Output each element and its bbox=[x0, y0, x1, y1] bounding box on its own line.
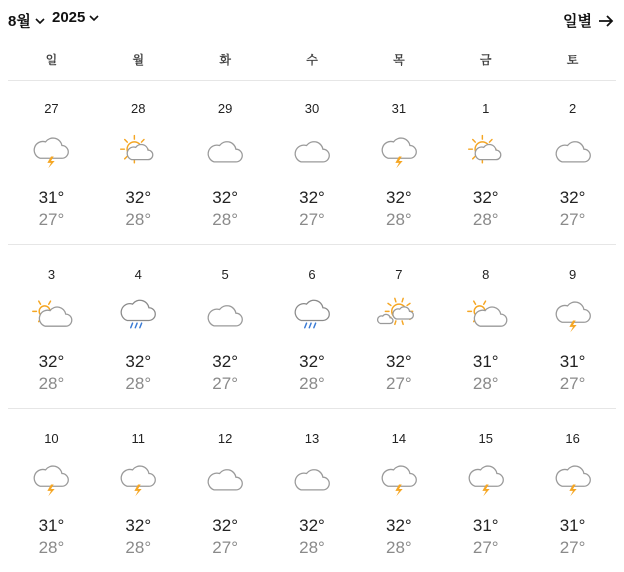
high-temp: 32° bbox=[125, 188, 152, 207]
low-temp: 27° bbox=[386, 374, 412, 393]
day-date: 5 bbox=[221, 267, 229, 282]
daily-view-label: 일별 bbox=[563, 13, 592, 30]
low-temp: 28° bbox=[125, 538, 152, 557]
high-temp: 32° bbox=[386, 188, 412, 207]
day-date: 15 bbox=[478, 431, 493, 446]
day-date: 10 bbox=[44, 431, 59, 446]
day-date: 7 bbox=[395, 267, 403, 282]
low-temp: 28° bbox=[125, 210, 152, 229]
high-temp: 32° bbox=[299, 352, 325, 371]
day-date: 1 bbox=[482, 101, 490, 116]
weekday-sun: 일 bbox=[45, 53, 58, 67]
cloud-icon bbox=[201, 131, 249, 171]
high-temp: 31° bbox=[38, 516, 65, 535]
thunderstorm-icon bbox=[375, 131, 423, 171]
low-temp: 27° bbox=[212, 374, 238, 393]
month-label: 8월 bbox=[8, 13, 31, 30]
day-cell[interactable] bbox=[269, 245, 356, 408]
partly-sunny-icon bbox=[462, 131, 510, 171]
low-temp: 27° bbox=[299, 210, 325, 229]
chevron-down-icon bbox=[88, 12, 100, 24]
day-date: 2 bbox=[568, 101, 577, 116]
year-selector[interactable] bbox=[52, 9, 100, 26]
weekday-sat: 토 bbox=[566, 53, 579, 67]
day-date: 4 bbox=[134, 267, 142, 282]
day-cell[interactable] bbox=[95, 245, 182, 408]
cloud-icon bbox=[201, 295, 249, 335]
high-temp: 32° bbox=[125, 516, 152, 535]
day-cell[interactable] bbox=[529, 409, 616, 572]
low-temp: 28° bbox=[212, 210, 238, 229]
day-cell[interactable] bbox=[355, 245, 442, 408]
low-temp: 28° bbox=[38, 538, 65, 557]
high-temp: 32° bbox=[559, 188, 586, 207]
day-cell[interactable] bbox=[355, 81, 442, 244]
high-temp: 31° bbox=[38, 188, 65, 207]
arrow-right-icon bbox=[598, 14, 614, 28]
thunderstorm-icon bbox=[462, 459, 510, 499]
day-cell[interactable] bbox=[8, 409, 95, 572]
day-cell[interactable] bbox=[95, 81, 182, 244]
high-temp: 31° bbox=[559, 516, 586, 535]
day-cell[interactable] bbox=[8, 245, 95, 408]
rain-icon bbox=[288, 295, 336, 335]
day-date: 29 bbox=[217, 101, 233, 116]
week-row bbox=[8, 245, 616, 409]
cloud-icon bbox=[288, 459, 336, 499]
day-date: 8 bbox=[482, 267, 490, 282]
day-cell[interactable] bbox=[529, 245, 616, 408]
partly-sunny-icon bbox=[114, 131, 162, 171]
day-date: 13 bbox=[304, 431, 320, 446]
weekday-fri: 금 bbox=[479, 53, 492, 67]
cloud-icon bbox=[288, 131, 336, 171]
day-date: 31 bbox=[391, 101, 407, 116]
day-cell[interactable] bbox=[95, 409, 182, 572]
high-temp: 32° bbox=[299, 188, 325, 207]
mostly-cloudy-icon bbox=[27, 295, 75, 335]
day-cell[interactable] bbox=[182, 245, 269, 408]
high-temp: 32° bbox=[472, 188, 499, 207]
day-date: 9 bbox=[568, 267, 577, 282]
rain-icon bbox=[114, 295, 162, 335]
cloud-icon bbox=[549, 131, 597, 171]
day-date: 14 bbox=[391, 431, 407, 446]
thunderstorm-icon bbox=[375, 459, 423, 499]
low-temp: 28° bbox=[472, 210, 499, 229]
low-temp: 27° bbox=[212, 538, 238, 557]
low-temp: 27° bbox=[559, 210, 586, 229]
day-cell[interactable] bbox=[269, 81, 356, 244]
low-temp: 28° bbox=[38, 374, 65, 393]
year-label: 2025 bbox=[52, 9, 86, 26]
low-temp: 28° bbox=[299, 538, 325, 557]
high-temp: 32° bbox=[299, 516, 325, 535]
day-date: 16 bbox=[565, 431, 580, 446]
day-date: 3 bbox=[47, 267, 56, 282]
day-cell[interactable] bbox=[269, 409, 356, 572]
day-cell[interactable] bbox=[182, 81, 269, 244]
chevron-down-icon bbox=[34, 15, 46, 27]
high-temp: 32° bbox=[386, 352, 412, 371]
daily-view-link[interactable] bbox=[563, 10, 614, 31]
low-temp: 27° bbox=[472, 538, 499, 557]
high-temp: 31° bbox=[559, 352, 586, 371]
day-cell[interactable] bbox=[442, 409, 529, 572]
day-date: 28 bbox=[131, 101, 146, 116]
low-temp: 28° bbox=[125, 374, 152, 393]
high-temp: 32° bbox=[212, 516, 238, 535]
weekday-header-row bbox=[8, 36, 616, 81]
day-date: 30 bbox=[304, 101, 320, 116]
calendar-header bbox=[0, 0, 624, 36]
high-temp: 32° bbox=[212, 352, 238, 371]
weekday-tue: 화 bbox=[219, 53, 231, 67]
low-temp: 27° bbox=[38, 210, 65, 229]
month-selector[interactable] bbox=[8, 10, 46, 31]
calendar-grid bbox=[0, 81, 624, 572]
day-cell[interactable] bbox=[355, 409, 442, 572]
day-date: 11 bbox=[131, 431, 146, 446]
low-temp: 27° bbox=[559, 374, 586, 393]
thunderstorm-icon bbox=[549, 295, 597, 335]
thunderstorm-icon bbox=[27, 459, 75, 499]
high-temp: 31° bbox=[472, 516, 499, 535]
mostly-cloudy-icon bbox=[462, 295, 510, 335]
week-row bbox=[8, 81, 616, 245]
thunderstorm-icon bbox=[114, 459, 162, 499]
high-temp: 32° bbox=[125, 352, 152, 371]
weekday-thu: 목 bbox=[393, 53, 405, 67]
low-temp: 28° bbox=[386, 210, 412, 229]
weekday-mon: 월 bbox=[132, 53, 145, 67]
thunderstorm-icon bbox=[27, 131, 75, 171]
low-temp: 27° bbox=[559, 538, 586, 557]
high-temp: 32° bbox=[386, 516, 412, 535]
weekday-wed: 수 bbox=[306, 53, 318, 67]
week-row bbox=[8, 409, 616, 572]
cloud-icon bbox=[201, 459, 249, 499]
low-temp: 28° bbox=[386, 538, 412, 557]
high-temp: 31° bbox=[472, 352, 499, 371]
day-cell[interactable] bbox=[442, 81, 529, 244]
day-cell[interactable] bbox=[8, 81, 95, 244]
high-temp: 32° bbox=[38, 352, 65, 371]
sunny-cloud-icon bbox=[375, 295, 423, 335]
day-cell[interactable] bbox=[442, 245, 529, 408]
low-temp: 28° bbox=[299, 374, 325, 393]
day-date: 6 bbox=[308, 267, 316, 282]
thunderstorm-icon bbox=[549, 459, 597, 499]
day-cell[interactable] bbox=[529, 81, 616, 244]
high-temp: 32° bbox=[212, 188, 238, 207]
day-cell[interactable] bbox=[182, 409, 269, 572]
day-date: 27 bbox=[44, 101, 59, 116]
low-temp: 28° bbox=[472, 374, 499, 393]
day-date: 12 bbox=[217, 431, 233, 446]
